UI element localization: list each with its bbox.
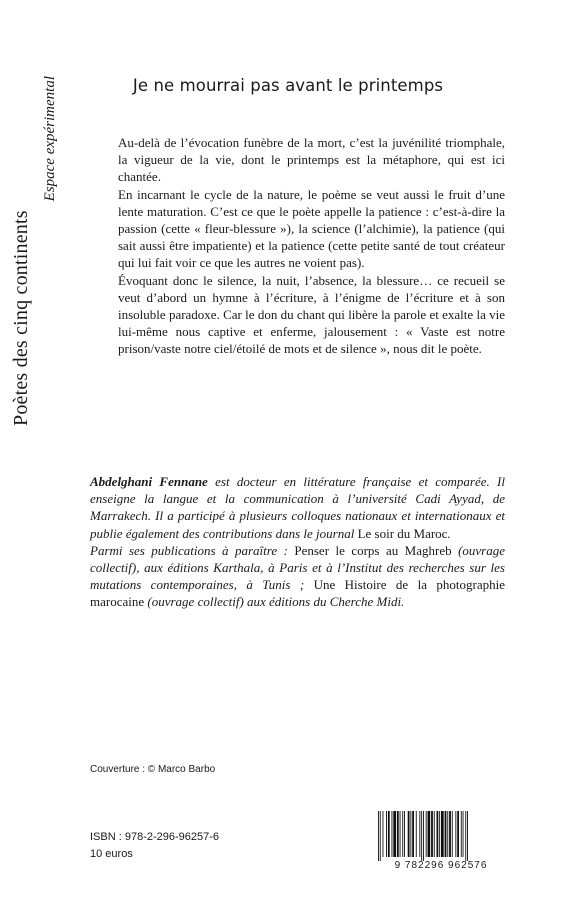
blurb-paragraph-3: Évoquant donc le silence, la nuit, l’absence, la blessure… ce recueil se veut d’abord un hymne à l’écriture, à l’énigme de l’écriture et à son insoluble paradoxe. Car le don du chant qui libère la parole et exalte la vie lui-même nous captive et enferme, jalousement : « Vaste est notre prison/vaste notre ciel/étoilé de mots et de silence », nous dit le poète. bbox=[118, 272, 505, 357]
barcode-bar bbox=[408, 811, 410, 857]
barcode-bar bbox=[426, 811, 427, 857]
barcode-bar bbox=[400, 811, 401, 857]
spine-text-block bbox=[6, 66, 74, 426]
publication-1-title: Penser le corps au Maghreb bbox=[294, 542, 452, 558]
barcode-bar bbox=[421, 811, 422, 861]
barcode-bar bbox=[437, 811, 439, 857]
publication-1-detail: (ouvrage collectif), aux éditions Karthala, à Paris et à l’Institut des recherches sur les mutations contemporaines, à Tunis ; bbox=[90, 542, 505, 593]
barcode-bar bbox=[463, 811, 464, 857]
barcode-bar bbox=[439, 811, 440, 857]
publications-paragraph bbox=[90, 542, 505, 611]
newspaper-name: Le soir du Maroc bbox=[357, 525, 448, 541]
barcode-bar bbox=[383, 811, 384, 857]
spine-rotated-container bbox=[6, 66, 74, 426]
barcode-bar bbox=[378, 811, 379, 861]
book-blurb bbox=[118, 134, 505, 358]
publication-2-detail: (ouvrage collectif) aux éditions du Cherche Midi. bbox=[144, 594, 405, 610]
bio-text-b: . bbox=[447, 525, 451, 541]
barcode-bar bbox=[402, 811, 403, 857]
author-name: Abdelghani Fennane bbox=[90, 474, 208, 489]
barcode-bar bbox=[467, 811, 468, 861]
bio-text-a: est docteur en littérature française et comparée. Il enseigne la langue et la communication à l’université Cadi Ayyad, de Marrakech. Il a participé à plusieurs colloques nationaux et internationaux et publie également des contributions dans le journal bbox=[90, 474, 506, 541]
barcode-bar bbox=[423, 811, 424, 861]
price: 10 euros bbox=[90, 848, 133, 860]
barcode-bar bbox=[465, 811, 466, 861]
publications-intro: Parmi ses publications à paraître : bbox=[90, 542, 295, 558]
barcode-bar bbox=[392, 811, 393, 857]
barcode-bar bbox=[393, 811, 396, 857]
series-subtitle: Espace expérimental bbox=[42, 76, 58, 202]
series-title: Poètes des cinq continents bbox=[10, 210, 32, 426]
barcode-bar bbox=[431, 811, 433, 857]
barcode-bar bbox=[416, 811, 417, 857]
isbn-block bbox=[90, 829, 219, 863]
barcode-bar bbox=[410, 811, 411, 857]
barcode-bar bbox=[412, 811, 414, 857]
isbn-number: ISBN : 978-2-296-96257-6 bbox=[90, 831, 220, 843]
barcode-bar bbox=[461, 811, 462, 857]
barcode-bar bbox=[457, 811, 459, 857]
barcode-bar bbox=[404, 811, 405, 857]
blurb-paragraph-2: En incarnant le cycle de la nature, le poème se veut aussi le fruit d’une lente maturation. C’est ce que le poète appelle la patience : c’est-à-dire la passion (cette « fleur-blessure »), la science (l’alchimie), la patience (qui sait aussi être impatiente) et la patience (cette petite santé de tout créateur qui lui fait voir ce que les autres ne voient pas). bbox=[118, 186, 505, 271]
barcode-bar bbox=[419, 811, 420, 857]
barcode-bar bbox=[452, 811, 453, 857]
barcode-bar bbox=[455, 811, 456, 857]
barcode-bar bbox=[428, 811, 431, 857]
blurb-paragraph-1: Au-delà de l’évocation funèbre de la mort, c’est la juvénilité triomphale, la vigueur de la vie, dont le printemps est la métaphore, qui est ici chantée. bbox=[118, 135, 505, 185]
barcode-bar bbox=[397, 811, 399, 857]
barcode-bar bbox=[380, 811, 381, 861]
bio-paragraph bbox=[90, 473, 505, 542]
barcode-bar bbox=[449, 811, 451, 857]
barcode-bar bbox=[386, 811, 387, 857]
barcode-bar bbox=[388, 811, 390, 857]
book-title: Je ne mourrai pas avant le printemps bbox=[132, 76, 444, 95]
barcode-bar bbox=[447, 811, 448, 857]
barcode-bars bbox=[374, 811, 508, 861]
cover-credit: Couverture : © Marco Barbo bbox=[90, 764, 216, 775]
barcode-digits: 9 782296 962576 bbox=[394, 860, 488, 871]
barcode-bar bbox=[434, 811, 435, 857]
publication-2-title: Une Histoire de la photographie marocaine bbox=[90, 577, 505, 610]
author-bio bbox=[90, 473, 505, 611]
barcode-bar bbox=[445, 811, 447, 857]
barcode-bar bbox=[441, 811, 444, 857]
